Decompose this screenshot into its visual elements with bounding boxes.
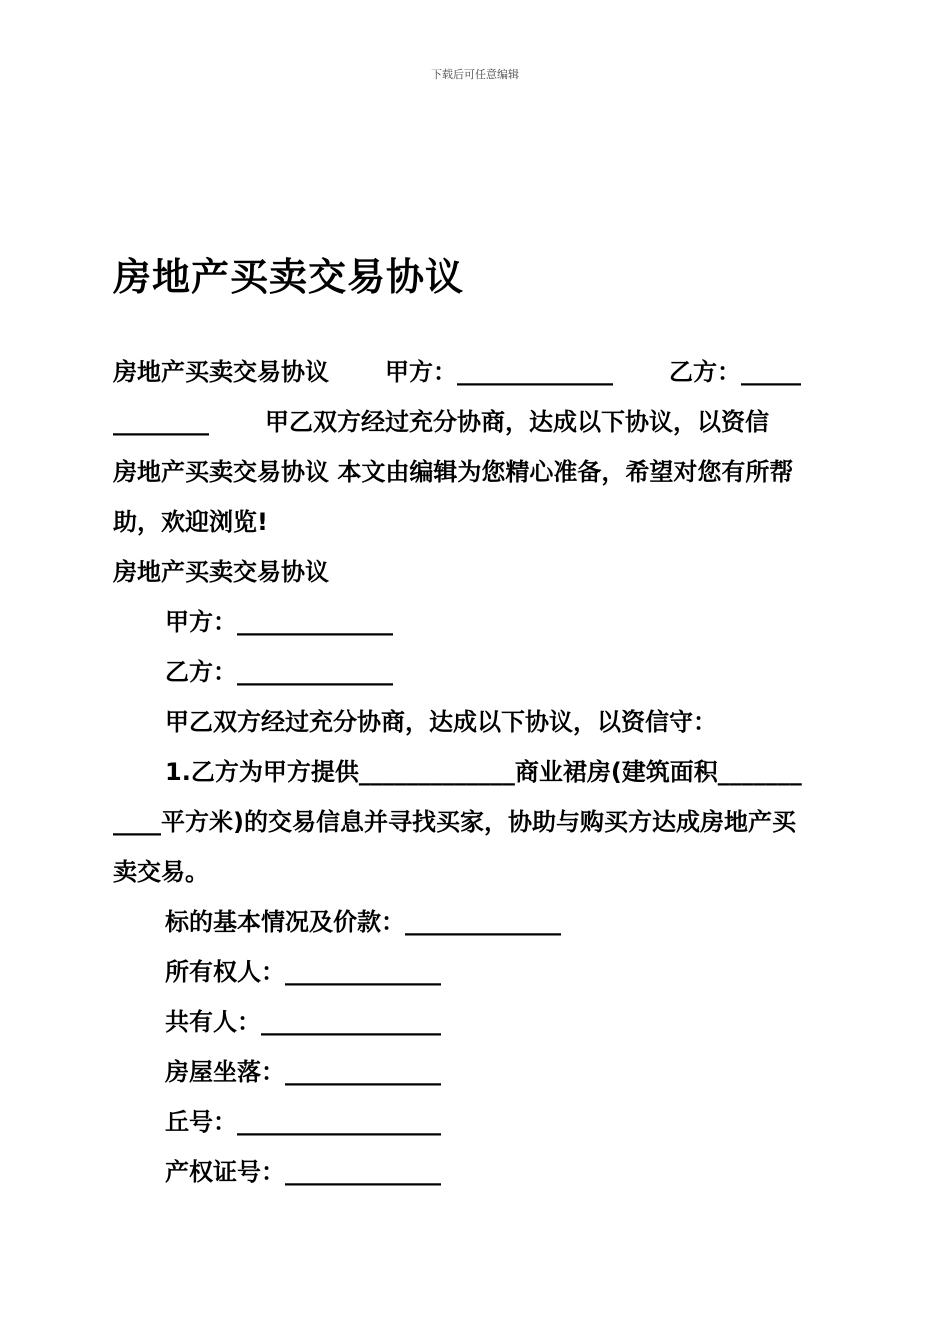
paragraph-line xyxy=(113,797,838,847)
text-segment: 所有权人：_____________ xyxy=(165,958,441,986)
text-segment: 标的基本情况及价款：_____________ xyxy=(165,908,561,936)
paragraph-line xyxy=(113,447,838,497)
paragraph-line xyxy=(113,497,838,547)
paragraph-line xyxy=(113,347,838,397)
text-segment: 共有人：_______________ xyxy=(165,1008,441,1036)
text-segment: ________ xyxy=(113,408,209,436)
text-segment: 甲乙双方经过充分协商，达成以下协议，以资信守： xyxy=(165,708,717,736)
document-body xyxy=(113,347,838,1197)
co-owner-field xyxy=(113,997,838,1047)
text-segment: 丘号：_________________ xyxy=(165,1108,441,1136)
text-segment: 房地产买卖交易协议 本文由编辑为您精心准备，希望对您有所帮 xyxy=(113,458,794,486)
text-segment: ____平方米)的交易信息并寻找买家，协助与购买方达成房地产买 xyxy=(113,808,796,836)
text-segment: 甲乙双方经过充分协商，达成以下协议，以资信 xyxy=(265,408,769,436)
property-info-field xyxy=(113,897,838,947)
paragraph-line xyxy=(113,697,838,747)
text-segment: 产权证号：_____________ xyxy=(165,1158,441,1186)
text-segment: 甲方：_____________ xyxy=(165,608,393,636)
text-segment: 卖交易。 xyxy=(113,858,209,886)
party-a-field xyxy=(113,597,838,647)
text-segment: 房地产买卖交易协议 xyxy=(113,558,329,586)
lot-number-field xyxy=(113,1097,838,1147)
certificate-number-field xyxy=(113,1147,838,1197)
text-segment: 1.乙方为甲方提供_____________商业裙房(建筑面积_______ xyxy=(165,758,802,786)
party-b-field xyxy=(113,647,838,697)
text-segment: 乙方：_____________ xyxy=(165,658,393,686)
paragraph-line xyxy=(113,547,838,597)
page-header-note: 下载后可任意编辑 xyxy=(431,68,519,81)
text-segment: 乙方：_____ xyxy=(669,358,801,386)
paragraph-line xyxy=(113,397,838,447)
text-segment: 房屋坐落：_____________ xyxy=(165,1058,441,1086)
text-segment: 助，欢迎浏览! xyxy=(113,508,268,536)
document-title: 房地产买卖交易协议 xyxy=(113,255,465,299)
text-segment: 甲方：_____________ xyxy=(385,358,613,386)
owner-field xyxy=(113,947,838,997)
location-field xyxy=(113,1047,838,1097)
text-segment: 房地产买卖交易协议 xyxy=(113,358,329,386)
clause-1 xyxy=(113,747,838,797)
paragraph-line xyxy=(113,847,838,897)
